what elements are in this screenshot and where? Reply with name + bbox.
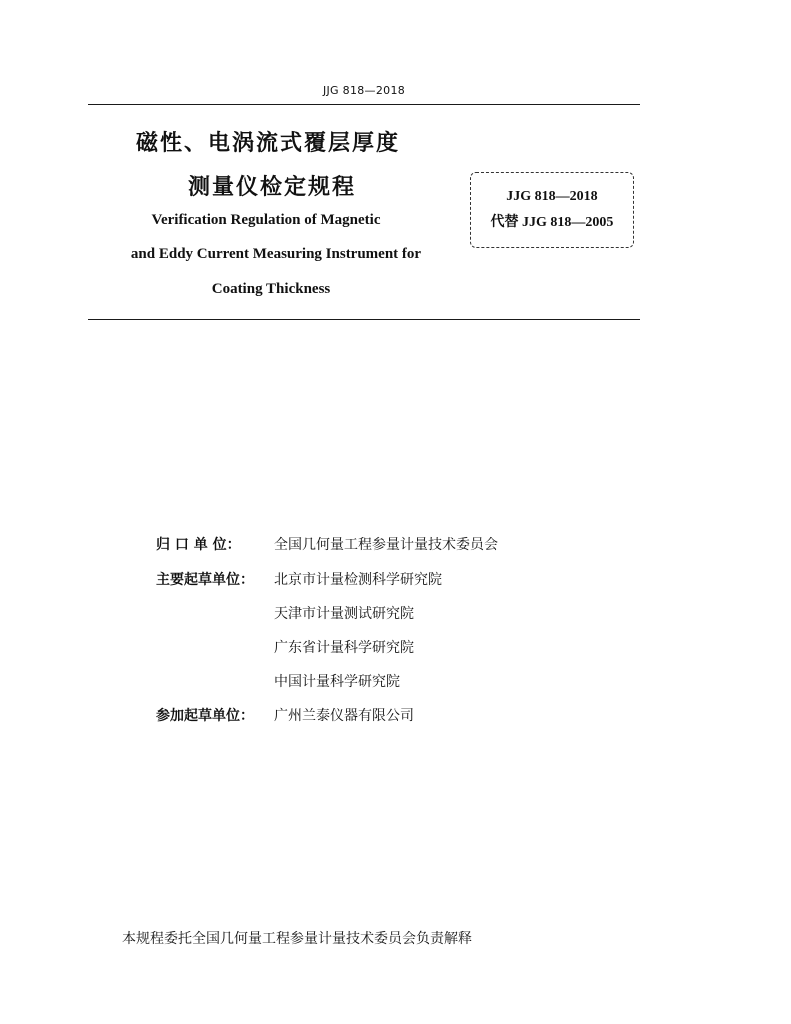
- standard-code: JJG 818—2018: [506, 189, 598, 204]
- main-drafter-item: 中国计量科学研究院: [274, 674, 400, 690]
- interpretation-note: 本规程委托全国几何量工程参量计量技术委员会负责解释: [122, 931, 472, 947]
- main-drafter-row: [156, 637, 414, 657]
- main-drafters-label: 主要起草单位：: [156, 572, 254, 588]
- responsible-unit-value: 全国几何量工程参量计量技术委员会: [274, 537, 498, 553]
- bottom-divider: [88, 319, 640, 320]
- main-drafter-item: 广东省计量科学研究院: [274, 640, 414, 656]
- title-english-line2: and Eddy Current Measuring Instrument for: [130, 246, 422, 262]
- participating-unit-value: 广州兰泰仪器有限公司: [274, 708, 414, 724]
- main-drafter-item: 北京市计量检测科学研究院: [274, 572, 442, 588]
- main-drafter-row: [156, 569, 442, 589]
- title-chinese-line1: 磁性、电涡流式覆层厚度: [136, 131, 401, 156]
- top-divider: [88, 104, 640, 105]
- title-english-line3: Coating Thickness: [211, 281, 331, 297]
- responsible-unit-row: [156, 534, 498, 554]
- header-standard-code: JJG 818—2018: [322, 84, 406, 97]
- replaced-standard-code: 代替 JJG 818—2005: [490, 215, 614, 230]
- participating-unit-label: 参加起草单位：: [156, 708, 254, 724]
- participating-unit-row: [156, 705, 414, 725]
- main-drafter-row: [156, 671, 400, 691]
- title-chinese-line2: 测量仪检定规程: [188, 175, 357, 200]
- standard-code-box: [470, 172, 634, 248]
- main-drafter-item: 天津市计量测试研究院: [274, 606, 414, 622]
- title-english-line1: Verification Regulation of Magnetic: [151, 212, 381, 228]
- responsible-unit-label: 归 口 单 位：: [156, 537, 241, 553]
- main-drafter-row: [156, 603, 414, 623]
